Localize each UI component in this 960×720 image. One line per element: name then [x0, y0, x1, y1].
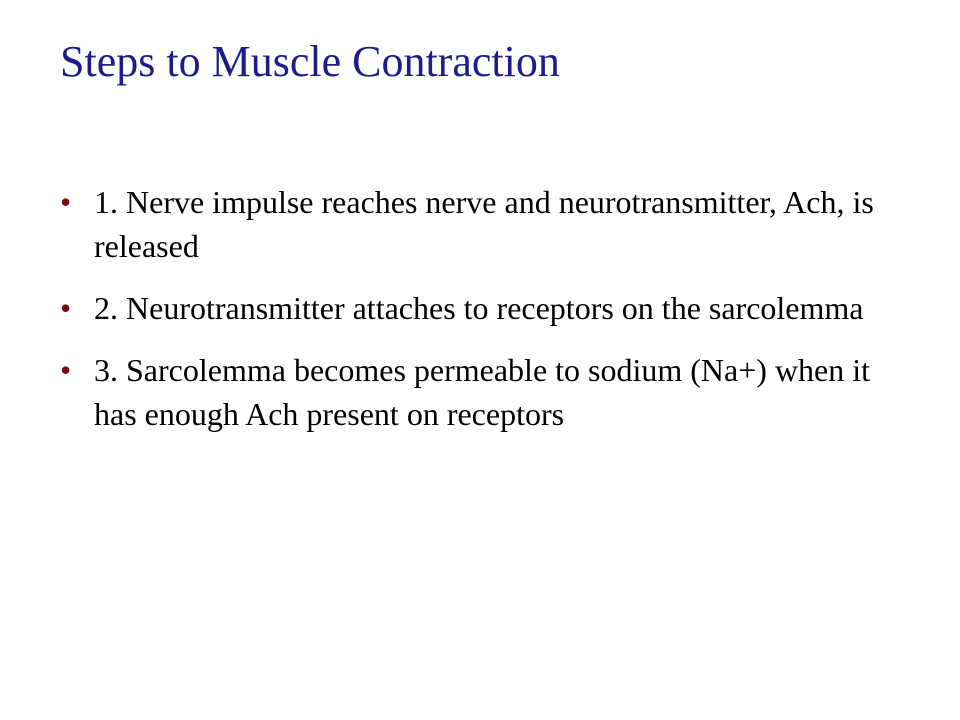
- bullet-marker: •: [60, 290, 72, 326]
- bullet-text: 1. Nerve impulse reaches nerve and neurotransmitter, Ach, is released: [94, 184, 874, 264]
- bullet-text: 3. Sarcolemma becomes permeable to sodium (Na+) when it has enough Ach present on receptors: [94, 352, 871, 432]
- slide-title: Steps to Muscle Contraction: [60, 37, 560, 86]
- bullet-marker: •: [60, 184, 72, 220]
- bullet-item-1: [60, 180, 880, 268]
- bullet-item-3: [60, 348, 880, 436]
- bullet-marker: •: [60, 352, 72, 388]
- bullet-item-2: [60, 286, 880, 330]
- bullet-list: [60, 180, 880, 454]
- bullet-text: 2. Neurotransmitter attaches to receptors on the sarcolemma: [94, 290, 864, 326]
